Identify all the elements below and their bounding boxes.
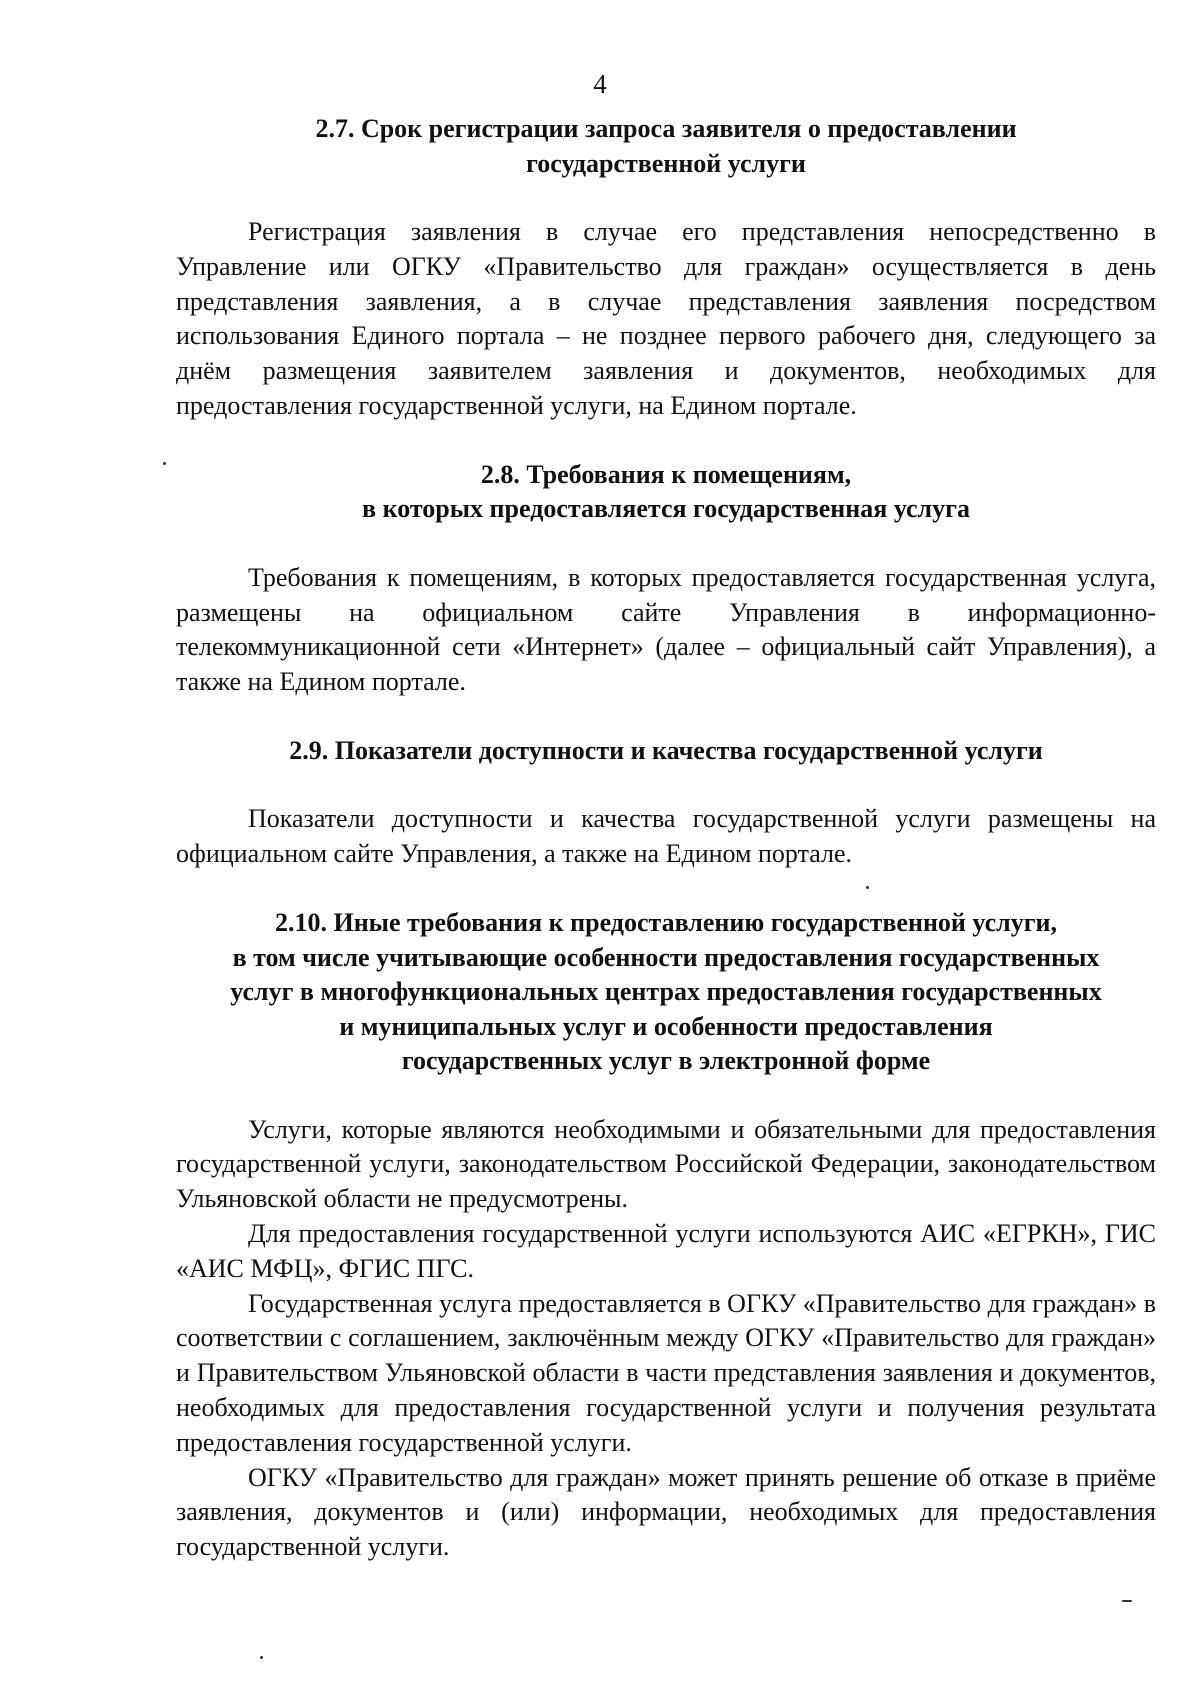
section-title-line: государственной услуги <box>526 148 806 178</box>
section-paragraph: Для предоставления государственной услуги используются АИС «ЕГРКН», ГИС «АИС МФЦ», ФГИС ПГС. <box>176 1218 1156 1283</box>
page-number: 4 <box>593 69 607 99</box>
section-paragraph: Государственная услуга предоставляется в ОГКУ «Правительство для граждан» в соответствии с соглашением, заключённым между ОГКУ «Правительство для граждан» и Правительством Ульяновской области в части представления заявления и документов, необходимых для предоставления государственной услуги и получения результата предоставления государственной услуги. <box>176 1288 1156 1457</box>
section-title-2-7 <box>176 112 1156 181</box>
scan-speck <box>260 1656 263 1659</box>
scan-speck <box>163 462 166 465</box>
section-title-line: услуг в многофункциональных центрах предоставления государственных <box>230 977 1102 1007</box>
section-paragraph: Показатели доступности и качества государственной услуги размещены на официальном сайте Управления, а также на Едином портале. <box>176 804 1156 869</box>
section-paragraph: ОГКУ «Правительство для граждан» может принять решение об отказе в приёме заявления, документов и (или) информации, необходимых для предоставления государственной услуги. <box>176 1462 1156 1562</box>
section-title-line: 2.7. Срок регистрации запроса заявителя о предоставлении <box>315 114 1017 143</box>
section-title-line: 2.8. Требования к помещениям, <box>480 459 852 489</box>
section-paragraph: Услуги, которые являются необходимыми и обязательными для предоставления государственной услуги, законодательством Российской Федерации, законодательством Ульяновской области не предусмотрены. <box>176 1114 1156 1214</box>
section-title-line: 2.9. Показатели доступности и качества государственной услуги <box>289 735 1043 765</box>
section-paragraph: Требования к помещениям, в которых предоставляется государственная услуга, размещены на официальном сайте Управления в информационно-телекоммуникационной сети «Интернет» (далее – официальный сайт Управления), а также на Едином портале. <box>176 562 1156 697</box>
section-title-2-10 <box>176 906 1156 1079</box>
section-title-line: и муниципальных услуг и особенности предоставления <box>339 1011 993 1041</box>
section-title-line: в том числе учитывающие особенности предоставления государственных <box>232 942 1100 972</box>
section-title-line: в которых предоставляется государственная услуга <box>362 494 970 524</box>
scan-speck <box>1122 1600 1132 1602</box>
scan-speck <box>866 886 869 889</box>
section-title-line: 2.10. Иные требования к предоставлению государственной услуги, <box>274 908 1058 938</box>
section-title-2-8 <box>176 458 1156 527</box>
section-title-line: государственных услуг в электронной форме <box>401 1046 931 1076</box>
section-title-2-9 <box>176 734 1156 769</box>
section-paragraph: Регистрация заявления в случае его представления непосредственно в Управление или ОГКУ «Правительство для граждан» осуществляется в день представления заявления, а в случае представления заявления посредством использования Единого портала – не позднее первого рабочего дня, следующего за днём размещения заявителем заявления и документов, необходимых для предоставления государственной услуги, на Едином портале. <box>176 217 1156 420</box>
document-body <box>176 112 1156 1565</box>
